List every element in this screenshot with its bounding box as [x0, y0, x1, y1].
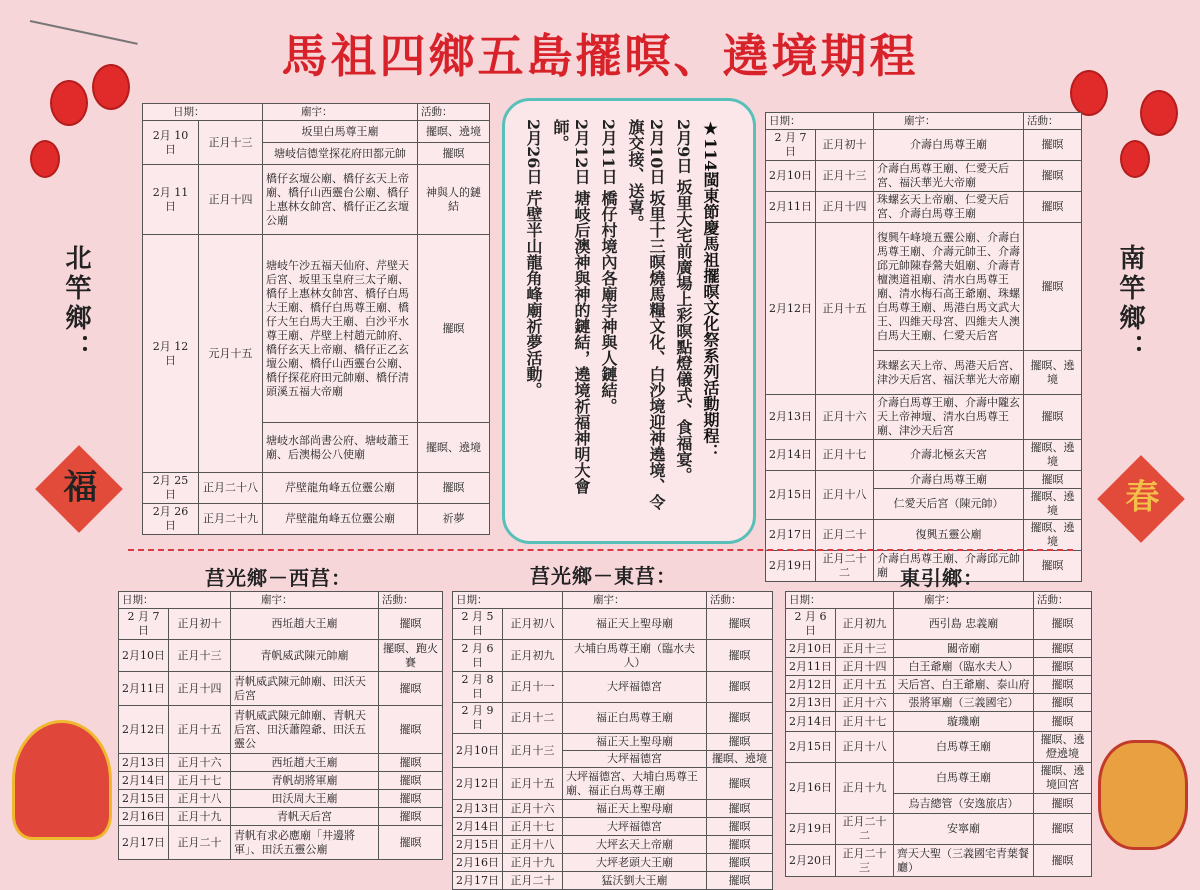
date-cell: 2 月 7 日	[119, 609, 169, 640]
date-cell: 2 月 6 日	[786, 609, 836, 640]
activity-cell: 擺暝	[379, 772, 443, 790]
activity-cell: 擺暝	[379, 808, 443, 826]
date-cell: 2月12日	[453, 768, 503, 800]
date-header: 日期：	[786, 592, 894, 609]
date-cell: 2月14日	[786, 712, 836, 732]
lunar-date-cell: 正月十一	[503, 672, 563, 703]
dongyin-section-title: 東引鄉：	[900, 566, 984, 590]
lunar-date-cell: 正月二十二	[816, 551, 874, 582]
dongyin-schedule-table	[785, 591, 1092, 877]
date-cell: 2月12日	[766, 223, 816, 395]
lunar-date-cell: 正月十八	[836, 732, 894, 763]
activity-cell: 擺暝	[1024, 192, 1082, 223]
activity-cell: 擺暝	[1034, 845, 1092, 877]
chun-decoration	[1097, 455, 1185, 543]
date-cell: 2月11日	[786, 658, 836, 676]
temple-cell: 張將軍廟（三義國宅）	[894, 694, 1034, 712]
temple-cell: 塘岐信德堂探花府田都元帥	[263, 143, 418, 165]
activity-cell: 擺暝	[1034, 794, 1092, 814]
lantern-icon	[50, 80, 88, 126]
activity-cell: 擺暝、遶境	[1024, 440, 1082, 471]
lunar-date-cell: 正月十七	[836, 712, 894, 732]
temple-cell: 西引島 忠義廟	[894, 609, 1034, 640]
activity-cell: 擺暝	[418, 235, 490, 423]
temple-cell: 田沃周大王廟	[231, 790, 379, 808]
activity-cell: 擺暝	[379, 609, 443, 640]
date-header: 日期：	[453, 592, 563, 609]
temple-cell: 大坪福德宮	[563, 672, 707, 703]
date-cell: 2 月 7 日	[766, 130, 816, 161]
lunar-date-cell: 正月十六	[503, 800, 563, 818]
activity-cell: 擺暝	[1024, 223, 1082, 351]
date-cell: 2月19日	[766, 551, 816, 582]
notice-line: 2月10日 坂里十三暝燒馬糧文化、白沙境迎神遶境、令旗交接、送喜。	[626, 119, 666, 510]
date-cell: 2月11日	[119, 672, 169, 706]
activity-cell: 擺暝	[1024, 130, 1082, 161]
lunar-date-cell: 正月十三	[169, 640, 231, 672]
lunar-date-cell: 正月十二	[503, 703, 563, 734]
date-cell: 2月15日	[766, 471, 816, 520]
lunar-date-cell: 正月二十二	[836, 814, 894, 845]
date-cell: 2月10日	[766, 161, 816, 192]
date-cell: 2月15日	[786, 732, 836, 763]
temple-header: 廟宇：	[894, 592, 1034, 609]
lantern-icon	[30, 140, 60, 178]
notice-heading: ★114閩東節慶馬祖擺暝文化祭系列活動期程：	[701, 119, 720, 460]
lunar-date-cell: 元月十五	[199, 235, 263, 473]
lunar-date-cell: 正月十四	[836, 658, 894, 676]
activity-cell: 擺暝	[707, 734, 773, 751]
temple-cell: 復興午峰境五靈公廟、介壽白馬尊王廟、介壽元帥王、介壽邱元帥陳春鶯夫姐廟、介壽青檀澳道祖廟、清水白馬尊王廟、清水梅石高王爺廟、珠螺白馬尊王廟、馬港白馬文武大王、四維天母宮、四維夫人澳白馬大王廟、仁愛天后宮	[874, 223, 1024, 351]
activity-notice-box	[502, 98, 756, 544]
temple-cell: 珠螺玄天上帝廟、仁愛天后宮、介壽白馬尊王廟	[874, 192, 1024, 223]
activity-cell: 擺暝	[379, 754, 443, 772]
temple-cell: 青帆威武陳元帥廟、青帆天后宮、田沃蕭隍爺、田沃五靈公	[231, 706, 379, 754]
date-cell: 2月13日	[766, 395, 816, 440]
temple-cell: 安寧廟	[894, 814, 1034, 845]
activity-cell: 擺暝	[379, 672, 443, 706]
activity-cell: 擺暝	[707, 672, 773, 703]
activity-cell: 擺暝	[707, 854, 773, 872]
date-cell: 2月13日	[786, 694, 836, 712]
activity-cell: 擺暝	[1034, 694, 1092, 712]
temple-cell: 大埔白馬尊王廟（臨水夫人）	[563, 640, 707, 672]
temple-cell: 白馬尊王廟	[894, 732, 1034, 763]
page-title: 馬祖四鄉五島擺暝、遶境期程	[281, 29, 919, 83]
lantern-icon	[1120, 140, 1150, 178]
date-cell: 2月19日	[786, 814, 836, 845]
temple-cell: 大坪老頭大王廟	[563, 854, 707, 872]
activity-cell: 擺暝	[707, 818, 773, 836]
date-cell: 2 月 5 日	[453, 609, 503, 640]
date-cell: 2月17日	[453, 872, 503, 890]
temple-cell: 介壽白馬尊王廟、介壽邱元帥廟	[874, 551, 1024, 582]
temple-cell: 大坪福德宮、大埔白馬尊王廟、福正白馬尊王廟	[563, 768, 707, 800]
lion-dance-decoration	[12, 720, 112, 840]
notice-line: 2月12日 塘岐后澳神與神的鏈結，遶境祈福神明大會師。	[551, 119, 591, 494]
north-schedule-table	[142, 103, 490, 535]
temple-cell: 青帆威武陳元帥廟	[231, 640, 379, 672]
activity-cell: 神與人的鏈結	[418, 165, 490, 235]
activity-cell: 擺暝	[707, 640, 773, 672]
activity-header: 活動：	[379, 592, 443, 609]
date-cell: 2 月 9 日	[453, 703, 503, 734]
north-region-label: 北竿鄉：	[61, 244, 91, 364]
temple-cell: 大坪福德宮	[563, 751, 707, 768]
south-region-label: 南竿鄉：	[1115, 244, 1145, 364]
temple-cell: 西坵趙大王廟	[231, 609, 379, 640]
activity-cell: 擺暝	[1034, 640, 1092, 658]
temple-cell: 青帆胡將軍廟	[231, 772, 379, 790]
dragon-decoration	[1098, 740, 1188, 850]
temple-cell: 齊天大聖（三義國宅青葉餐廳）	[894, 845, 1034, 877]
temple-cell: 坂里白馬尊王廟	[263, 121, 418, 143]
lunar-date-cell: 正月初十	[169, 609, 231, 640]
lunar-date-cell: 正月十三	[836, 640, 894, 658]
temple-cell: 天后宮、白王爺廟、泰山府	[894, 676, 1034, 694]
activity-header: 活動：	[1034, 592, 1092, 609]
temple-cell: 猛沃劉大王廟	[563, 872, 707, 890]
activity-cell: 擺暝、遶境	[418, 423, 490, 473]
temple-cell: 介壽白馬尊王廟、仁愛天后宮、福沃華光大帝廟	[874, 161, 1024, 192]
temple-header: 廟宇：	[874, 113, 1024, 130]
lunar-date-cell: 正月十三	[503, 734, 563, 768]
notice-text	[517, 119, 721, 519]
activity-header: 活動：	[418, 104, 490, 121]
date-cell: 2月 10 日	[143, 121, 199, 165]
date-cell: 2月 12 日	[143, 235, 199, 473]
fu-character: 福	[63, 467, 98, 508]
lunar-date-cell: 正月二十八	[199, 473, 263, 504]
activity-cell: 擺暝、遶境	[1024, 351, 1082, 395]
east-section-title: 莒光鄉－東莒：	[530, 564, 677, 588]
temple-cell: 復興五靈公廟	[874, 520, 1024, 551]
lunar-date-cell: 正月初九	[503, 640, 563, 672]
date-header: 日期：	[119, 592, 231, 609]
date-cell: 2月16日	[453, 854, 503, 872]
activity-cell: 擺暝	[1024, 551, 1082, 582]
lunar-date-cell: 正月十九	[503, 854, 563, 872]
activity-cell: 擺暝	[707, 609, 773, 640]
notice-line: 2月11日 橋仔村境內各廟宇神與人鏈結。	[599, 119, 618, 414]
temple-cell: 青帆威武陳元帥廟、田沃天后宮	[231, 672, 379, 706]
date-cell: 2月15日	[453, 836, 503, 854]
lunar-date-cell: 正月十三	[199, 121, 263, 165]
activity-cell: 擺暝	[1024, 471, 1082, 489]
temple-header: 廟宇：	[263, 104, 418, 121]
date-cell: 2月13日	[119, 754, 169, 772]
temple-cell: 白馬尊王廟	[894, 763, 1034, 794]
lunar-date-cell: 正月十九	[169, 808, 231, 826]
lunar-date-cell: 正月十七	[169, 772, 231, 790]
temple-cell: 白王爺廟（臨水夫人）	[894, 658, 1034, 676]
activity-cell: 擺暝、遶境	[1024, 520, 1082, 551]
activity-cell: 擺暝、遶境回宮	[1034, 763, 1092, 794]
date-cell: 2 月 6 日	[453, 640, 503, 672]
date-cell: 2月12日	[786, 676, 836, 694]
date-header: 日期：	[143, 104, 263, 121]
date-cell: 2月16日	[786, 763, 836, 814]
lunar-date-cell: 正月初九	[836, 609, 894, 640]
date-cell: 2月 25 日	[143, 473, 199, 504]
temple-cell: 介壽白馬尊王廟	[874, 471, 1024, 489]
activity-cell: 擺暝、遶境	[707, 751, 773, 768]
lunar-date-cell: 正月二十九	[199, 504, 263, 535]
west-schedule-table	[118, 591, 443, 860]
lunar-date-cell: 正月十八	[503, 836, 563, 854]
east-schedule-table	[452, 591, 773, 890]
activity-header: 活動：	[1024, 113, 1082, 130]
lunar-date-cell: 正月二十	[169, 826, 231, 860]
lunar-date-cell: 正月初十	[816, 130, 874, 161]
activity-cell: 擺暝	[1034, 676, 1092, 694]
temple-cell: 芹壁龍角峰五位靈公廟	[263, 504, 418, 535]
date-cell: 2月12日	[119, 706, 169, 754]
lunar-date-cell: 正月十八	[816, 471, 874, 520]
lunar-date-cell: 正月十六	[836, 694, 894, 712]
date-header: 日期：	[766, 113, 874, 130]
lunar-date-cell: 正月十四	[199, 165, 263, 235]
date-cell: 2月16日	[119, 808, 169, 826]
activity-cell: 擺暝	[379, 706, 443, 754]
lunar-date-cell: 正月十八	[169, 790, 231, 808]
date-cell: 2 月 8 日	[453, 672, 503, 703]
south-schedule-table	[765, 112, 1082, 582]
activity-cell: 擺暝	[379, 790, 443, 808]
lunar-date-cell: 正月十四	[816, 192, 874, 223]
temple-cell: 大坪玄天上帝廟	[563, 836, 707, 854]
lunar-date-cell: 正月二十	[816, 520, 874, 551]
activity-header: 活動：	[707, 592, 773, 609]
lunar-date-cell: 正月初八	[503, 609, 563, 640]
notice-line: 2月9日 坂里大宅前廣場上彩暝點燈儀式、食福宴。	[674, 119, 693, 483]
date-cell: 2月14日	[453, 818, 503, 836]
activity-cell: 擺暝	[1034, 609, 1092, 640]
temple-cell: 介壽白馬尊王廟	[874, 130, 1024, 161]
temple-cell: 珠螺玄天上帝、馬港天后宮、津沙天后宮、福沃華光大帝廟	[874, 351, 1024, 395]
temple-cell: 大坪福德宮	[563, 818, 707, 836]
temple-cell: 塘岐水部尚書公府、塘岐蕭王廟、后澳楊公八使廟	[263, 423, 418, 473]
activity-cell: 擺暝	[1024, 161, 1082, 192]
date-cell: 2月 26 日	[143, 504, 199, 535]
activity-cell: 擺暝	[418, 143, 490, 165]
activity-cell: 擺暝	[1034, 658, 1092, 676]
temple-cell: 福正天上聖母廟	[563, 800, 707, 818]
temple-cell: 關帝廟	[894, 640, 1034, 658]
section-divider	[128, 549, 1073, 551]
date-cell: 2月17日	[766, 520, 816, 551]
activity-cell: 擺暝	[707, 872, 773, 890]
temple-cell: 璇璣廟	[894, 712, 1034, 732]
temple-cell: 介壽北極玄天宮	[874, 440, 1024, 471]
lunar-date-cell: 正月十七	[503, 818, 563, 836]
temple-cell: 福正白馬尊王廟	[563, 703, 707, 734]
activity-cell: 擺暝、遶境	[1024, 489, 1082, 520]
lunar-date-cell: 正月二十三	[836, 845, 894, 877]
temple-cell: 塘岐午沙五福天仙府、芹壁天后宮、坂里玉皇府三太子廟、橋仔上惠林女帥宮、橋仔白馬大王廟、橋仔白馬尊王廟、橋仔大玍白馬大王廟、白沙平水尊王廟、芹壁上村趙元帥府、橋仔玄天上帝廟、橋仔正乙玄壇公廟、橋仔山西靈台公廟、橋仔探花府田元帥廟、橋仔清頭溪五福大帝廟	[263, 235, 418, 423]
activity-cell: 擺暝	[707, 768, 773, 800]
fu-decoration	[35, 445, 123, 533]
activity-cell: 擺暝	[379, 826, 443, 860]
temple-cell: 福正天上聖母廟	[563, 609, 707, 640]
lunar-date-cell: 正月十五	[503, 768, 563, 800]
date-cell: 2月20日	[786, 845, 836, 877]
activity-cell: 擺暝	[707, 703, 773, 734]
activity-cell: 擺暝	[418, 473, 490, 504]
lantern-icon	[1140, 90, 1178, 136]
activity-cell: 擺暝	[1034, 814, 1092, 845]
date-cell: 2月13日	[453, 800, 503, 818]
lunar-date-cell: 正月十七	[816, 440, 874, 471]
lunar-date-cell: 正月十五	[836, 676, 894, 694]
activity-cell: 擺暝	[707, 836, 773, 854]
notice-line: 2月26日 芹壁半山龍角峰廟祈夢活動。	[524, 119, 543, 398]
date-cell: 2月14日	[766, 440, 816, 471]
west-section-title: 莒光鄉－西莒：	[205, 566, 352, 590]
lunar-date-cell: 正月十五	[816, 223, 874, 395]
temple-cell: 芹壁龍角峰五位靈公廟	[263, 473, 418, 504]
temple-header: 廟宇：	[231, 592, 379, 609]
activity-cell: 擺暝、遶境	[418, 121, 490, 143]
activity-cell: 擺暝、遶燈遶境	[1034, 732, 1092, 763]
temple-header: 廟宇：	[563, 592, 707, 609]
activity-cell: 祈夢	[418, 504, 490, 535]
date-cell: 2月10日	[119, 640, 169, 672]
temple-cell: 橋仔玄壇公廟、橋仔玄天上帝廟、橋仔山西靈台公廟、橋仔上惠林女帥宮、橋仔正乙玄壇公廟	[263, 165, 418, 235]
date-cell: 2月14日	[119, 772, 169, 790]
date-cell: 2月10日	[786, 640, 836, 658]
temple-cell: 福正天上聖母廟	[563, 734, 707, 751]
lunar-date-cell: 正月十六	[169, 754, 231, 772]
temple-cell: 仁愛天后宮（陳元帥）	[874, 489, 1024, 520]
temple-cell: 西坵趙大王廟	[231, 754, 379, 772]
activity-cell: 擺暝	[1034, 712, 1092, 732]
date-cell: 2月11日	[766, 192, 816, 223]
activity-cell: 擺暝	[707, 800, 773, 818]
temple-cell: 青帆有求必應廟「井邊將軍」、田沃五靈公廟	[231, 826, 379, 860]
activity-cell: 擺暝	[1024, 395, 1082, 440]
date-cell: 2月10日	[453, 734, 503, 768]
chun-character: 春	[1125, 477, 1160, 518]
date-cell: 2月 11 日	[143, 165, 199, 235]
date-cell: 2月15日	[119, 790, 169, 808]
lunar-date-cell: 正月二十	[503, 872, 563, 890]
lunar-date-cell: 正月十五	[169, 706, 231, 754]
date-cell: 2月17日	[119, 826, 169, 860]
temple-cell: 介壽白馬尊王廟、介壽中隴玄天上帝神壇、清水白馬尊王廟、津沙天后宮	[874, 395, 1024, 440]
activity-cell: 擺暝、跑火賽	[379, 640, 443, 672]
lunar-date-cell: 正月十六	[816, 395, 874, 440]
lunar-date-cell: 正月十三	[816, 161, 874, 192]
temple-cell: 烏吉總管（安逸旅店）	[894, 794, 1034, 814]
lunar-date-cell: 正月十九	[836, 763, 894, 814]
lunar-date-cell: 正月十四	[169, 672, 231, 706]
temple-cell: 青帆天后宮	[231, 808, 379, 826]
